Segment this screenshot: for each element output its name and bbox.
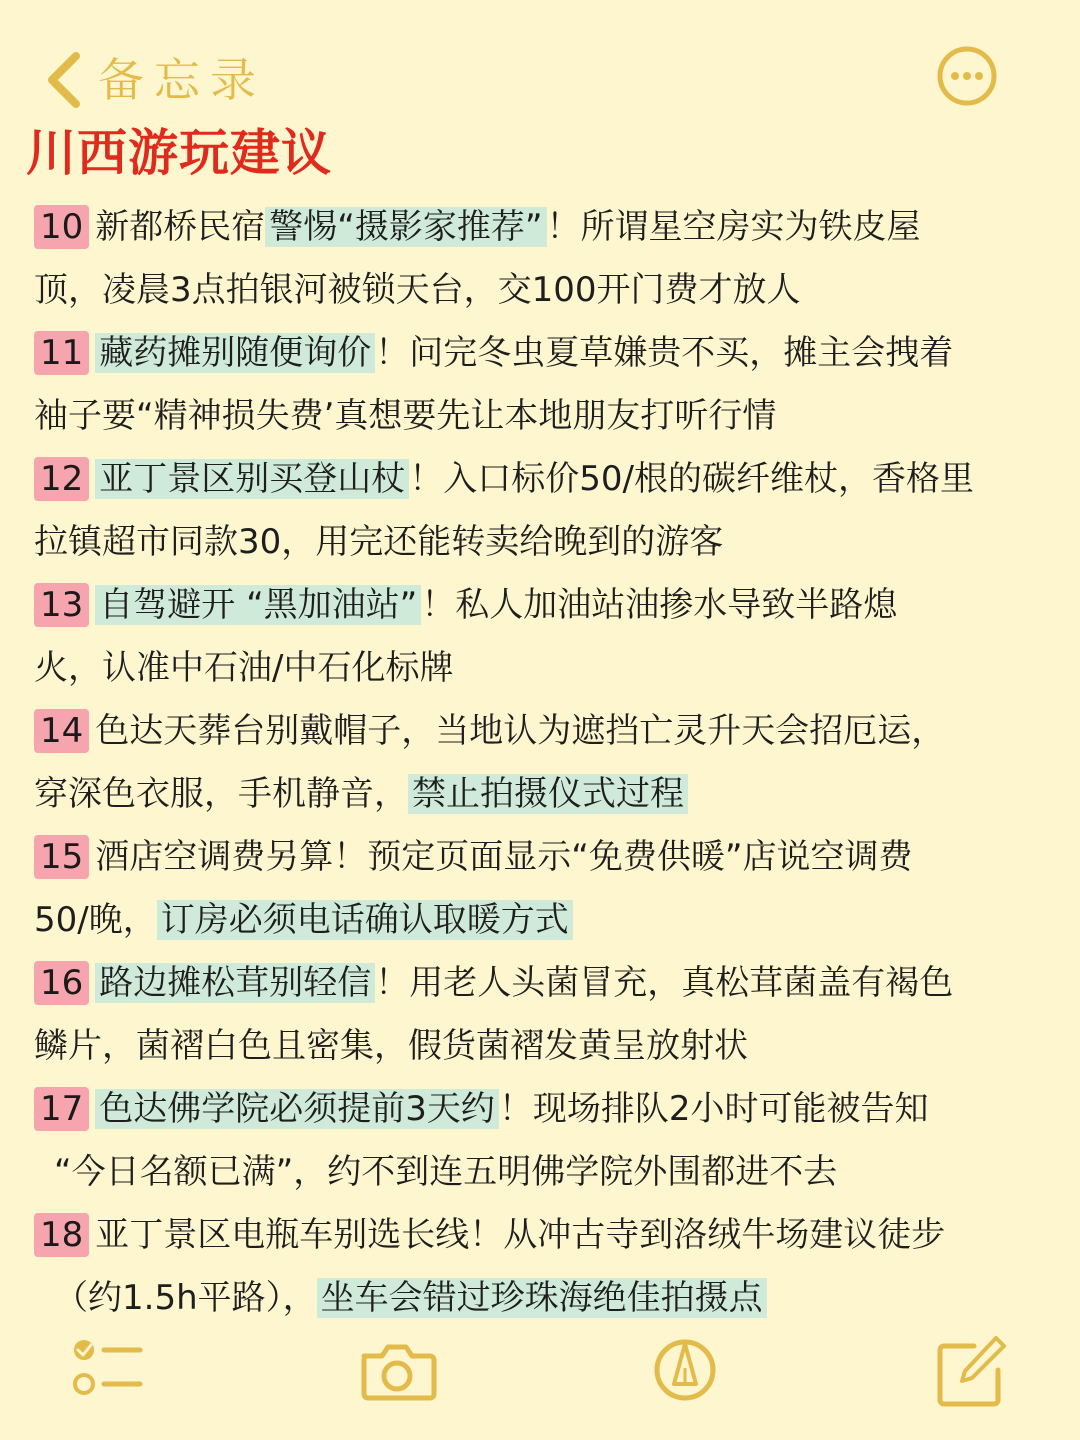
note-title: 川西游玩建议 (26, 124, 332, 182)
tip-text: “今日名额已满”，约不到连五明佛学院外围都进不去 (54, 1152, 838, 1192)
tip-highlight: 坐车会错过珍珠海绝佳拍摄点 (317, 1278, 767, 1318)
back-button-label[interactable]: 备忘录 (98, 53, 266, 107)
tip-text: （约1.5h平路）， (54, 1278, 317, 1318)
tip-text: 火，认准中石油/中石化标牌 (34, 648, 454, 688)
tip-highlight: 订房必须电话确认取暖方式 (157, 900, 573, 940)
tip-text: 50/晚， (34, 900, 157, 940)
tip-item (34, 322, 1050, 448)
tip-number-badge: 10 (34, 205, 89, 249)
tip-text: ！用老人头菌冒充，真松茸菌盖有褐色 (375, 963, 954, 1003)
tip-highlight: 警惕“摄影家推荐” (265, 207, 546, 247)
tip-text: 酒店空调费另算！预定页面显示“免费供暖”店说空调费 (95, 837, 913, 877)
tip-highlight: 亚丁景区别买登山杖 (95, 459, 409, 499)
navigation-bar (0, 40, 1080, 120)
tip-highlight: 禁止拍摄仪式过程 (408, 774, 688, 814)
tip-text: ！私人加油站油掺水导致半路熄 (421, 585, 898, 625)
chevron-left-icon[interactable] (40, 50, 90, 110)
tip-number-badge: 13 (34, 583, 89, 627)
tip-text: 新都桥民宿 (95, 207, 266, 247)
camera-icon[interactable] (352, 1328, 442, 1418)
tip-item (34, 700, 1050, 826)
tip-text: 色达天葬台别戴帽子，当地认为遮挡亡灵升天会招厄运， (95, 711, 946, 751)
tip-item (34, 1078, 1050, 1204)
tip-highlight: 路边摊松茸别轻信 (95, 963, 375, 1003)
tip-item (34, 1204, 1050, 1330)
compose-icon[interactable] (926, 1328, 1016, 1418)
tip-highlight: 自驾避开 “黑加油站” (95, 585, 421, 625)
tip-text: ！问完冬虫夏草嫌贵不买，摊主会拽着 (375, 333, 954, 373)
more-dots-icon[interactable] (936, 45, 998, 107)
tip-text: 顶，凌晨3点拍银河被锁天台，交100开门费才放人 (34, 270, 801, 310)
tip-text: ！入口标价50/根的碳纤维杖，香格里 (409, 459, 974, 499)
tip-text: 穿深色衣服，手机静音， (34, 774, 408, 814)
pen-icon[interactable] (640, 1328, 730, 1418)
tip-item (34, 196, 1050, 322)
tip-number-badge: 16 (34, 961, 89, 1005)
tip-highlight: 藏药摊别随便询价 (95, 333, 375, 373)
tip-number-badge: 14 (34, 709, 89, 753)
tip-number-badge: 17 (34, 1087, 89, 1131)
tip-text: 拉镇超市同款30，用完还能转卖给晚到的游客 (34, 522, 724, 562)
tip-text: 鳞片，菌褶白色且密集，假货菌褶发黄呈放射状 (34, 1026, 748, 1066)
tip-item (34, 574, 1050, 700)
tip-text: ！所谓星空房实为铁皮屋 (546, 207, 921, 247)
tip-text: 袖子要“精神损失费’真想要先让本地朋友打听行情 (34, 396, 777, 436)
tip-number-badge: 18 (34, 1213, 89, 1257)
tip-highlight: 色达佛学院必须提前3天约 (95, 1089, 499, 1129)
tip-text: ！现场排队2小时可能被告知 (498, 1089, 929, 1129)
tip-item (34, 952, 1050, 1078)
tip-text: 亚丁景区电瓶车别选长线！从冲古寺到洛绒牛场建议徒步 (95, 1215, 946, 1255)
checklist-icon[interactable] (64, 1328, 154, 1418)
tip-number-badge: 11 (34, 331, 89, 375)
tip-number-badge: 12 (34, 457, 89, 501)
tip-item (34, 448, 1050, 574)
tip-item (34, 826, 1050, 952)
bottom-toolbar (0, 1328, 1080, 1418)
tip-number-badge: 15 (34, 835, 89, 879)
